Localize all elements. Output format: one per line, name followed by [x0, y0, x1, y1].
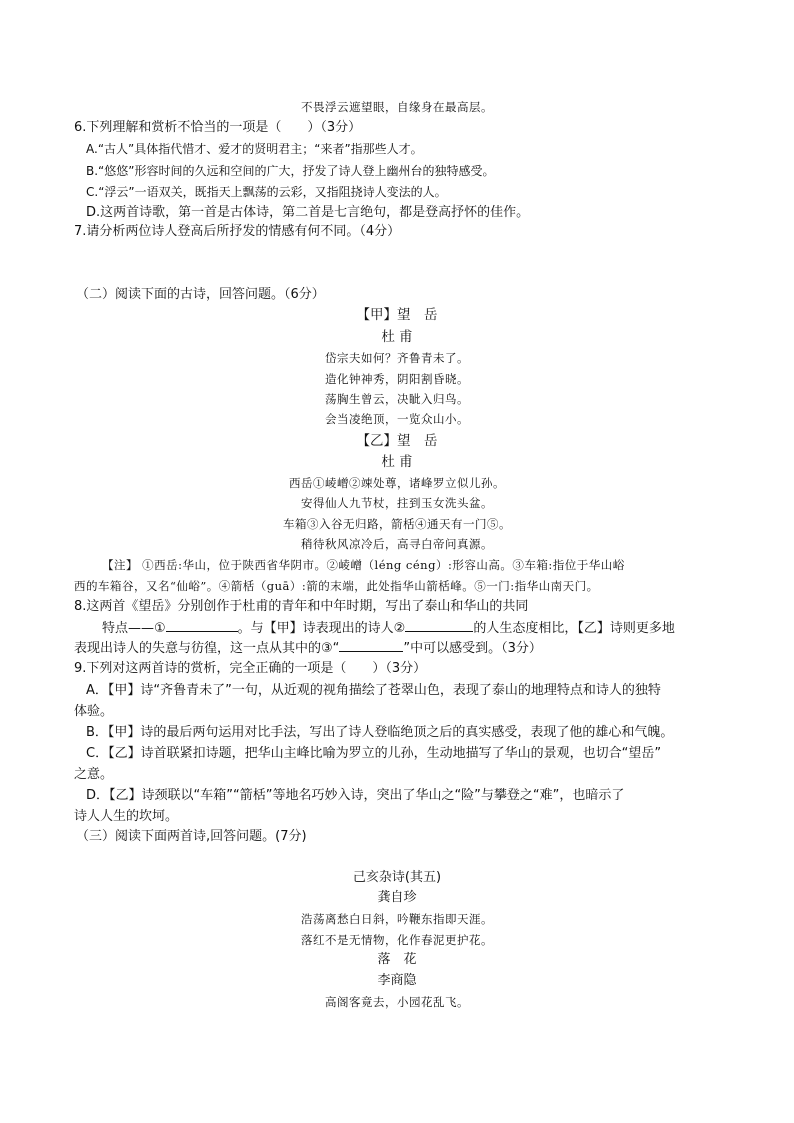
q8-text: ”中可以感受到。（3分） [403, 641, 542, 656]
question-8-stem: 8.这两首《望岳》分别创作于杜甫的青年和中年时期，写出了泰山和华山的共同 [74, 599, 529, 614]
poem-line: 车箱③入谷无归路，箭栝④通天有一门⑤。 [283, 517, 511, 531]
q9-option-a-cont: 体验。 [74, 704, 114, 719]
poem-author: 龚自珍 [377, 890, 417, 905]
q9-option-d: D．【乙】诗颈联以“车箱”“箭栝”等地名巧妙入诗，突出了华山之“险”与攀登之“难”，也暗示了 [86, 788, 625, 803]
poem-line: 西岳①崚嶒②竦处尊，诸峰罗立似儿孙。 [289, 476, 505, 490]
poem-line: 稍待秋风凉冷后，高寻白帝问真源。 [301, 537, 493, 551]
poem-line: 荡胸生曾云，决眦入归鸟。 [325, 392, 469, 406]
poem-line: 不畏浮云遮望眼，自缘身在最高层。 [301, 100, 493, 114]
q8-text: 。与【甲】诗表现出的诗人② [237, 621, 406, 636]
poem-line: 岱宗夫如何？齐鲁青未了。 [325, 351, 469, 365]
poem-line: 浩荡离愁白日斜，吟鞭东指即天涯。 [301, 912, 493, 926]
poem-author: 杜 甫 [381, 454, 413, 470]
question-6-stem: 6.下列理解和赏析不恰当的一项是（ ）（3分） [74, 120, 362, 135]
poem-line: 会当凌绝顶，一览众山小。 [325, 412, 469, 426]
annotation-note: 西的车箱谷，又名“仙峪”。④箭栝（guā）:箭的末端，此处指华山箭栝峰。⑤一门:指华山南天门。 [74, 579, 599, 593]
poem-line: 落红不是无情物，化作春泥更护花。 [301, 933, 493, 947]
poem-line: 高阁客竟去，小园花乱飞。 [325, 995, 469, 1009]
poem-line: 造化钟神秀，阴阳割昏晓。 [325, 372, 469, 386]
q6-option-a: A.“古人”具体指代惜才、爱才的贤明君主；“来者”指那些人才。 [86, 142, 423, 156]
q9-option-c: C．【乙】诗首联紧扣诗题，把华山主峰比喻为罗立的儿孙，生动地描写了华山的景观，也切合“望岳” [86, 746, 662, 761]
q8-text: 特点——① [102, 621, 166, 636]
q9-option-c-cont: 之意。 [74, 767, 114, 782]
section-2-heading: （二）阅读下面的古诗，回答问题。（6分） [76, 287, 325, 302]
answer-blank-3[interactable] [339, 639, 403, 652]
annotation-note: 【注】 ①西岳:华山，位于陕西省华阴市。②崚嶒（léng céng）:形容山高。③车箱:指位于华山峪 [102, 558, 625, 572]
poem-title: 己亥杂诗(其五) [352, 870, 442, 885]
poem-title: 【甲】望 岳 [356, 307, 438, 323]
q9-option-d-cont: 诗人人生的坎坷。 [74, 809, 179, 824]
q6-option-b: B.“悠悠”形容时间的久远和空间的广大，抒发了诗人登上幽州台的独特感受。 [86, 164, 495, 178]
poem-title: 落 花 [377, 952, 417, 967]
question-9-stem: 9.下列对这两首诗的赏析，完全正确的一项是（ ）（3分） [74, 661, 427, 676]
poem-line: 安得仙人九节杖，拄到玉女洗头盆。 [301, 496, 493, 510]
q9-option-a: A．【甲】诗“齐鲁青未了”一句，从近观的视角描绘了苍翠山色，表现了泰山的地理特点和诗人的独特 [86, 683, 661, 698]
section-3-heading: （三）阅读下面两首诗,回答问题。(7分) [76, 829, 307, 844]
poem-author: 杜 甫 [381, 329, 413, 345]
question-7: 7.请分析两位诗人登高后所抒发的情感有何不同。（4分） [74, 224, 401, 239]
poem-author: 李商隐 [377, 973, 417, 988]
q8-text: 表现出诗人的失意与彷徨，这一点从其中的③“ [74, 641, 340, 656]
q6-option-c: C.“浮云”一语双关，既指天上飘荡的云彩，又指阻挠诗人变法的人。 [86, 185, 447, 199]
answer-blank-2[interactable] [405, 619, 473, 632]
answer-blank-1[interactable] [166, 619, 238, 632]
question-8-line [74, 639, 542, 658]
question-8-line [102, 619, 675, 638]
poem-title: 【乙】望 岳 [356, 433, 438, 449]
q6-option-d: D.这两首诗歌，第一首是古体诗，第二首是七言绝句，都是登高抒怀的佳作。 [86, 205, 530, 220]
q9-option-b: B．【甲】诗的最后两句运用对比手法，写出了诗人登临绝顶之后的真实感受，表现了他的雄心和气魄。 [86, 725, 674, 740]
q8-text: 的人生态度相比，【乙】诗则更多地 [473, 621, 675, 636]
